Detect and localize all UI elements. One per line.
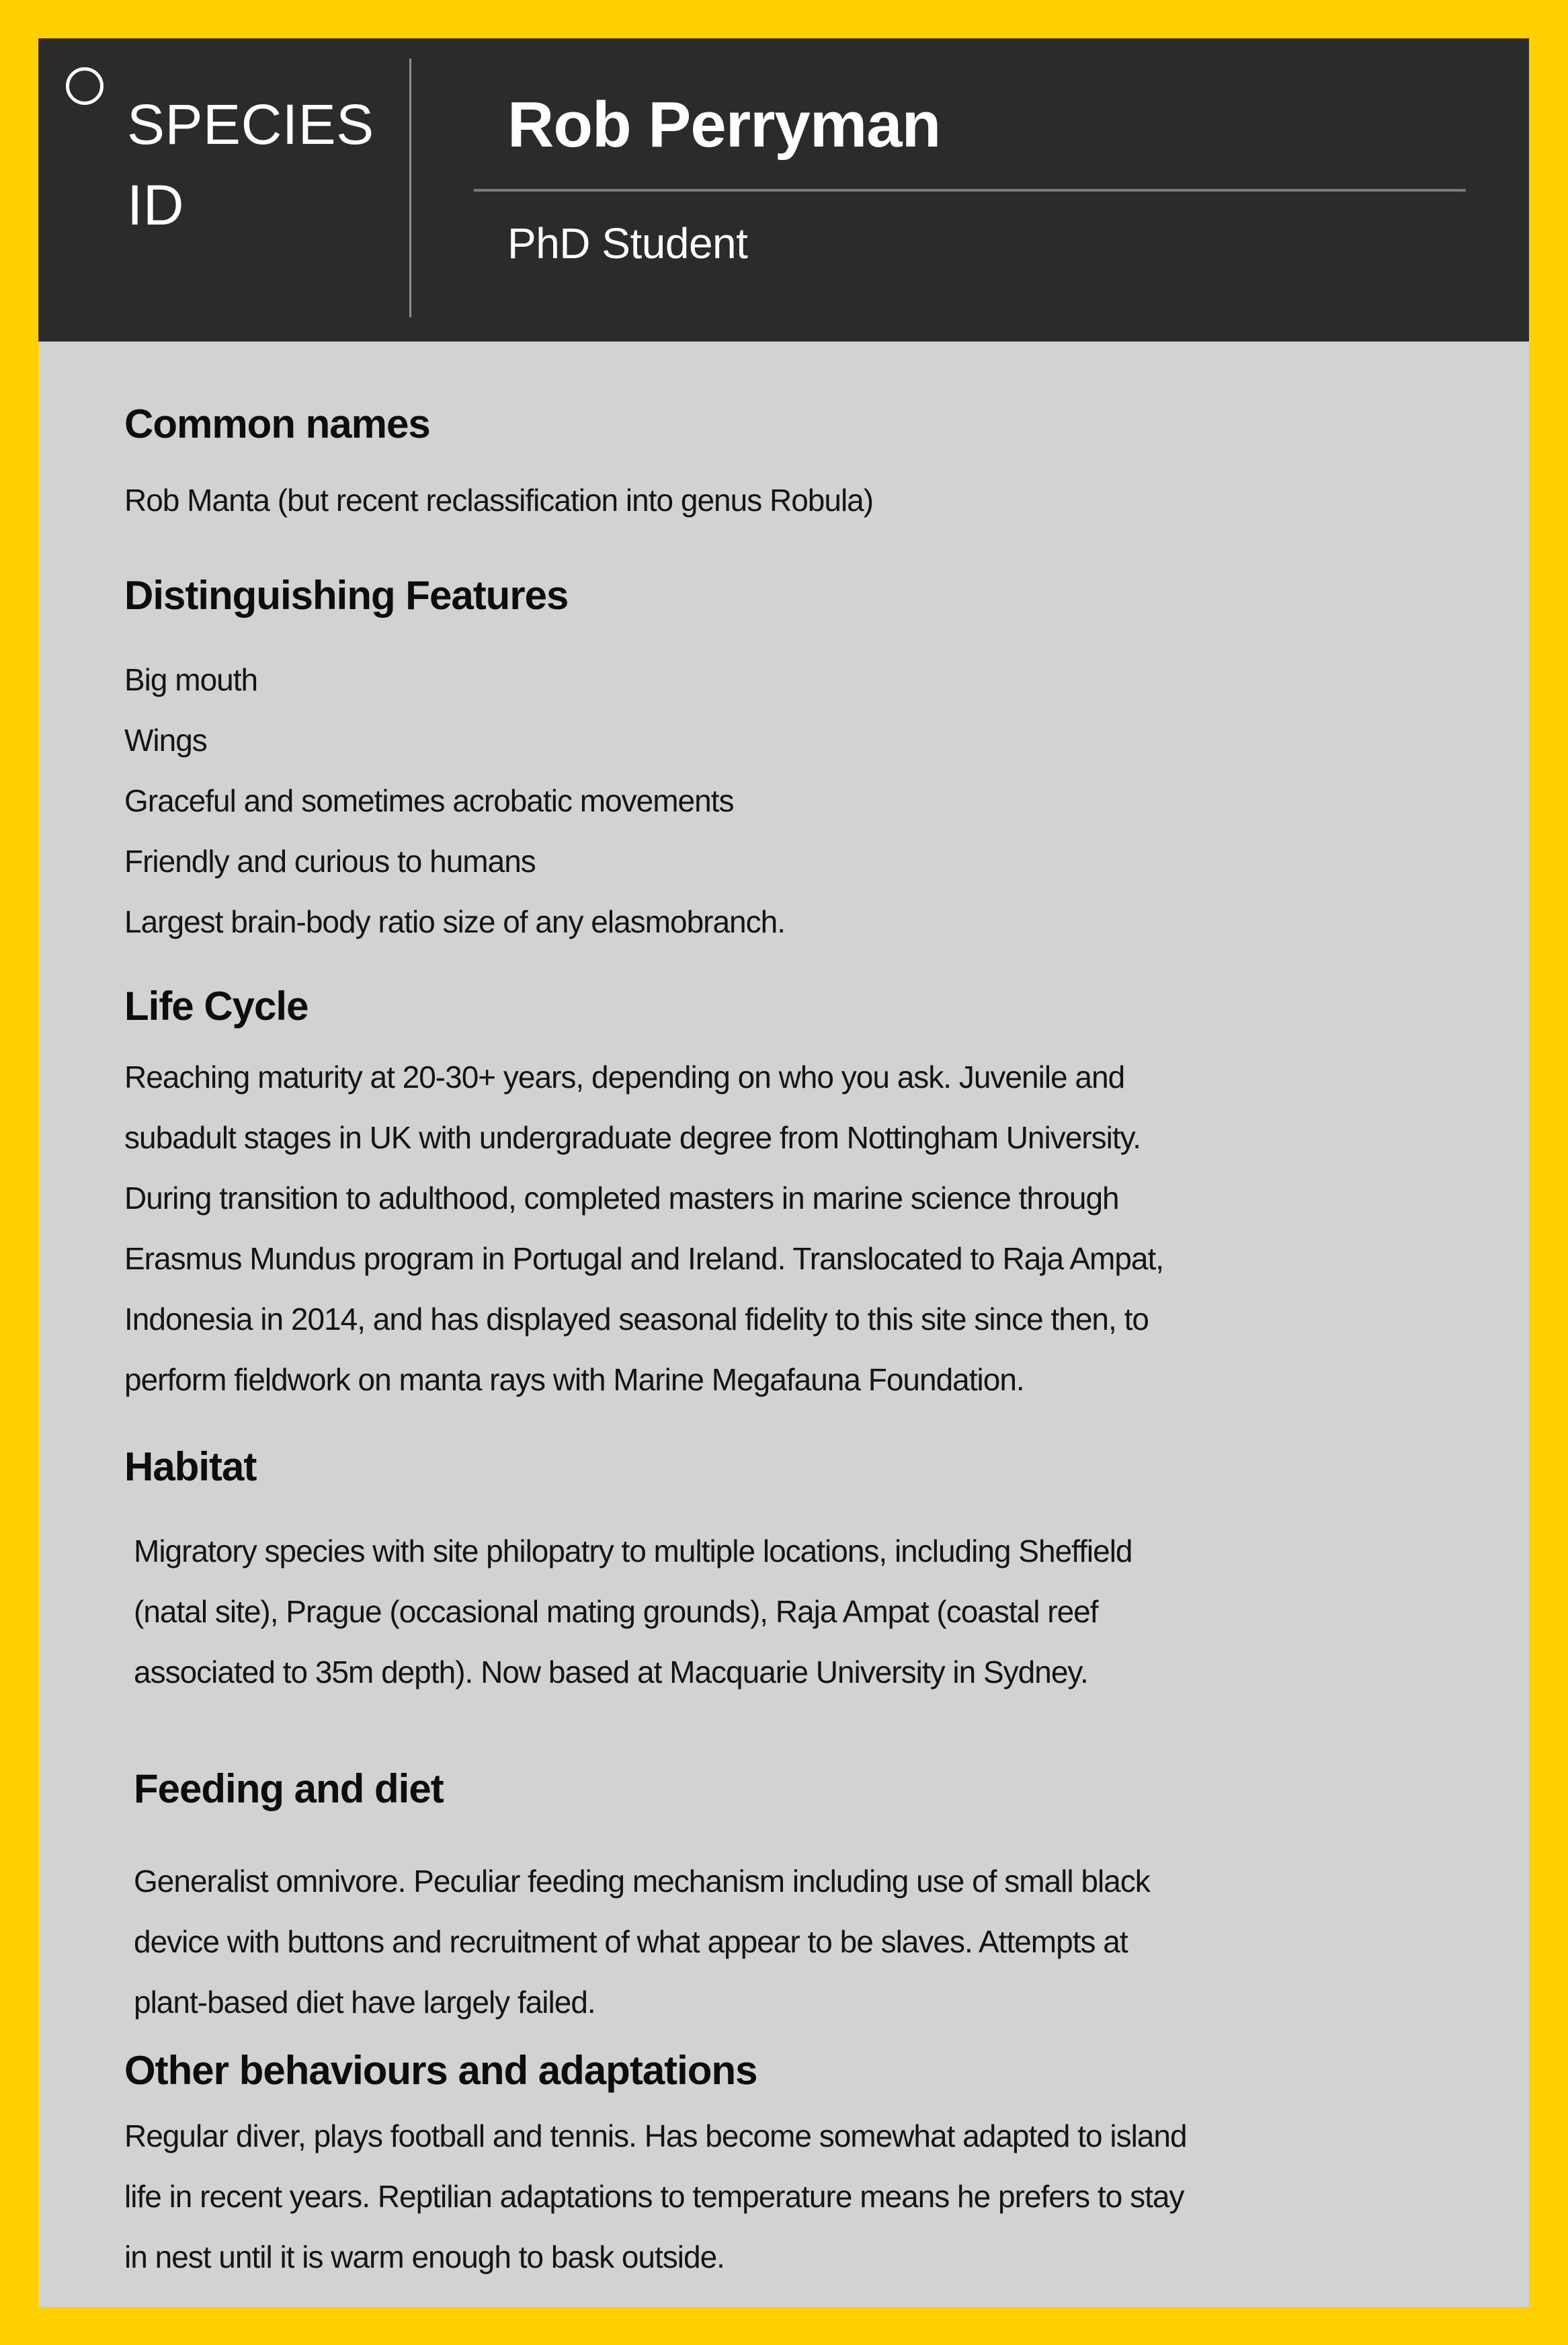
section-heading-distinguishing-features: Distinguishing Features bbox=[124, 573, 569, 618]
circle-icon bbox=[66, 67, 104, 105]
section-heading-life-cycle: Life Cycle bbox=[124, 984, 308, 1029]
section-heading-feeding-and-diet: Feeding and diet bbox=[134, 1766, 444, 1811]
section-heading-habitat: Habitat bbox=[124, 1444, 257, 1489]
section-heading-common-names: Common names bbox=[124, 401, 430, 446]
person-name: Rob Perryman bbox=[507, 89, 941, 161]
card-header bbox=[38, 38, 1529, 342]
section-body-habitat: Migratory species with site philopatry to multiple locations, including Sheffield (natal site), Prague (occasional mating grounds), Raja Ampat (coastal reef associated to 35m depth). Now based at Macquarie University in Sydney. bbox=[134, 1534, 1132, 1690]
header-name-block bbox=[474, 38, 1466, 342]
species-id-label: SPECIES ID bbox=[127, 93, 374, 237]
section-body-feeding-and-diet: Generalist omnivore. Peculiar feeding mechanism including use of small black device with buttons and recruitment of what appear to be slaves. Attempts at plant-based diet have largely failed. bbox=[134, 1864, 1150, 2020]
section-body-other-behaviours: Regular diver, plays football and tennis. Has become somewhat adapted to island life in recent years. Reptilian adaptations to temperature means he prefers to stay in nest until it is warm enough to bask outside. bbox=[124, 2118, 1187, 2274]
section-body-life-cycle: Reaching maturity at 20-30+ years, depending on who you ask. Juvenile and subadult stages in UK with undergraduate degree from Nottingham University. During transition to adulthood, completed masters in marine science through Erasmus Mundus program in Portugal and Ireland. Translocated to Raja Ampat, Indonesia in 2014, and has displayed seasonal fidelity to this site since then, to perform fieldwork on manta rays with Marine Megafauna Foundation. bbox=[124, 1060, 1164, 1397]
name-underline bbox=[474, 189, 1466, 192]
card-body bbox=[38, 342, 1529, 2307]
section-body-distinguishing-features: Big mouth Wings Graceful and sometimes acrobatic movements Friendly and curious to humans Largest brain-body ratio size of any elasmobranch. bbox=[124, 662, 786, 939]
section-heading-other-behaviours: Other behaviours and adaptations bbox=[124, 2048, 757, 2093]
section-body-common-names: Rob Manta (but recent reclassification into genus Robula) bbox=[124, 483, 874, 518]
header-vertical-divider bbox=[409, 58, 411, 317]
species-id-card bbox=[38, 38, 1529, 2307]
person-role: PhD Student bbox=[507, 219, 748, 268]
